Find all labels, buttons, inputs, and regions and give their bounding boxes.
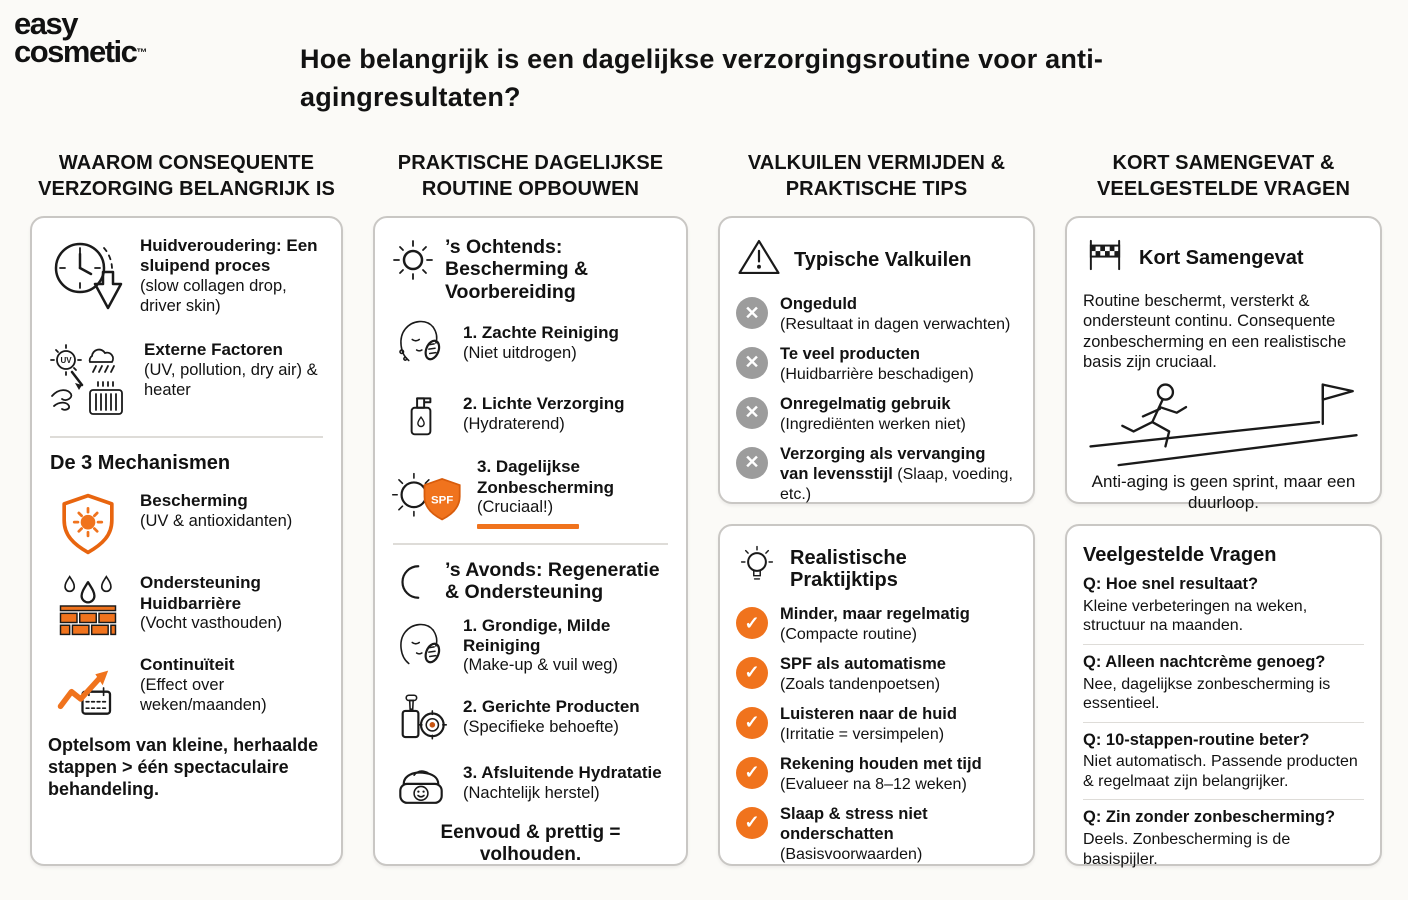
tip-item-3 (736, 705, 1017, 744)
column-summary-header: KORT SAMENGEVAT & VEELGESTELDE VRAGEN (1096, 152, 1351, 200)
tip-5-note: (Basisvoorwaarden) (780, 845, 923, 863)
barrier-note: (Vocht vasthouden) (140, 614, 283, 633)
column-routine (373, 150, 688, 866)
evening-step-1-title: 1. Grondige, Milde Reiniging (463, 615, 611, 656)
morning-step-3-title: 3. Dagelijkse Zonbescherming (477, 457, 614, 497)
spf-shield-icon (391, 461, 465, 525)
pitfall-3-note: (Ingrediënten werken niet) (780, 415, 966, 433)
faq-1-question: Q: Hoe snel resultaat? (1083, 575, 1259, 593)
morning-step-3-note: (Cruciaal!) (477, 498, 554, 517)
pitfall-item-1 (736, 295, 1017, 334)
svg-text:UV: UV (60, 356, 72, 366)
trademark-symbol: ™ (136, 46, 148, 59)
logo-word-bottom: cosmetic™ (14, 33, 148, 69)
mechanisms-heading: De 3 Mechanismen (50, 452, 231, 475)
pitfall-1-note: (Resultaat in dagen verwachten) (780, 315, 1011, 333)
tip-4-title: Rekening houden met tijd (780, 754, 982, 773)
tips-card (718, 524, 1035, 866)
moon-icon (391, 559, 435, 603)
serum-target-icon (391, 690, 451, 744)
why-card-footer: Optelsom van kleine, herhaalde stappen > één spectaculaire behandeling. (48, 735, 319, 800)
cross-icon: ✕ (736, 397, 768, 429)
warning-triangle-icon (736, 236, 782, 283)
check-icon: ✓ (736, 607, 768, 639)
faq-1-answer: Kleine verbeteringen na weken, structuur na maanden. (1083, 597, 1308, 635)
routine-card-footer: Eenvoud & prettig = volhouden. (440, 822, 621, 866)
faq-divider (1083, 644, 1364, 645)
evening-step-1-note: (Make-up & vuil weg) (463, 656, 618, 675)
continuity-mechanism (48, 655, 325, 721)
summary-caption: Anti-aging is geen sprint, maar een duurloop. (1091, 471, 1356, 513)
summary-title-row (1083, 236, 1364, 279)
logo-word-top: easy (14, 6, 77, 41)
evening-step-2-note: (Specifieke behoefte) (463, 717, 619, 736)
external-factors-title: Externe Factoren (144, 340, 283, 360)
continuity-title: Continuïteit (140, 655, 235, 675)
tip-item-4 (736, 755, 1017, 794)
column-why-header: WAAROM CONSEQUENTE VERZORGING BELANGRIJK IS (38, 152, 335, 200)
morning-step-2 (391, 385, 670, 443)
lightbulb-icon (736, 544, 778, 593)
summary-title: Kort Samengevat (1139, 246, 1304, 269)
easycosmetic-logo (14, 6, 148, 69)
barrier-mechanism (48, 573, 325, 639)
external-factors-note: (UV, pollution, dry air) & heater (144, 360, 318, 399)
check-icon: ✓ (736, 757, 768, 789)
morning-step-3 (391, 457, 670, 529)
column-why (30, 150, 343, 866)
pitfall-item-2 (736, 345, 1017, 384)
faq-3-question: Q: 10-stappen-routine beter? (1083, 730, 1310, 749)
summary-card (1065, 216, 1382, 513)
faq-item-4 (1083, 808, 1364, 869)
morning-step-2-note: (Hydraterend) (463, 414, 565, 433)
evening-step-1 (391, 616, 670, 677)
pitfall-item-3 (736, 395, 1017, 434)
faq-4-answer: Deels. Zonbescherming is de basispijler. (1083, 831, 1291, 868)
faq-2-answer: Nee, dagelijkse zonbescherming is essentieel. (1083, 675, 1331, 713)
routine-card (373, 216, 688, 866)
faq-item-1 (1083, 575, 1364, 636)
morning-step-1 (391, 315, 670, 371)
tips-title: Realistische Praktijktips (790, 546, 907, 591)
faq-card (1065, 524, 1382, 866)
tip-2-note: (Zoals tandenpoetsen) (780, 675, 941, 693)
why-card (30, 216, 343, 866)
evening-step-3 (391, 758, 670, 808)
evening-section-header (391, 559, 670, 604)
morning-section-header (391, 236, 670, 303)
columns-grid (30, 150, 1382, 866)
protection-mechanism (48, 491, 325, 557)
cream-jar-icon (391, 758, 451, 808)
cross-icon: ✕ (736, 347, 768, 379)
tips-title-row (736, 544, 1017, 593)
tip-1-note: (Compacte routine) (780, 625, 917, 643)
pitfall-1-title: Ongeduld (780, 295, 857, 313)
growth-calendar-icon (48, 655, 128, 721)
skin-barrier-icon (48, 573, 128, 639)
barrier-title: Ondersteuning Huidbarrière (140, 573, 261, 613)
face-cleansing-icon (391, 618, 451, 674)
runner-marathon-illustration (1083, 377, 1364, 469)
pitfall-item-4 (736, 445, 1017, 504)
external-factors-icon (48, 340, 132, 420)
faq-item-3 (1083, 731, 1364, 792)
tip-1-title: Minder, maar regelmatig (780, 605, 970, 623)
sun-icon (391, 236, 435, 282)
skin-aging-title: Huidveroudering: Een sluipend proces (140, 236, 318, 276)
column-pitfalls-header: VALKUILEN VERMIJDEN & PRAKTISCHE TIPS (747, 152, 1006, 200)
page-title: Hoe belangrijk is een dagelijkse verzorgingsroutine voor anti-agingresultaten? (300, 44, 1104, 113)
check-icon: ✓ (736, 807, 768, 839)
column-routine-header: PRAKTISCHE DAGELIJKSE ROUTINE OPBOUWEN (397, 152, 664, 200)
protection-note: (UV & antioxidanten) (140, 511, 293, 530)
evening-step-3-title: 3. Afsluitende Hydratatie (463, 763, 662, 783)
clock-decline-icon (48, 236, 128, 314)
card-divider (50, 436, 323, 438)
pump-bottle-icon (391, 385, 451, 443)
tip-4-note: (Evalueer na 8–12 weken) (780, 775, 967, 793)
shield-sun-icon (48, 491, 128, 557)
external-factors-item (48, 340, 325, 420)
tip-item-1 (736, 605, 1017, 644)
summary-text: Routine beschermt, versterkt & ondersteunt continu. Consequente zonbescherming en een realistische basis zijn cruciaal. (1083, 292, 1347, 372)
faq-2-question: Q: Alleen nachtcrème genoeg? (1083, 652, 1326, 671)
evening-step-3-note: (Nachtelijk herstel) (463, 783, 600, 802)
tip-3-note: (Irritatie = versimpelen) (780, 725, 945, 743)
faq-4-question: Q: Zin zonder zonbescherming? (1083, 808, 1336, 827)
evening-title: ’s Avonds: Regeneratie & Ondersteuning (445, 558, 660, 604)
morning-step-2-title: 2. Lichte Verzorging (463, 394, 625, 414)
card-divider (393, 543, 668, 545)
morning-step-1-note: (Niet uitdrogen) (463, 343, 577, 362)
pitfall-4-note: (Slaap, voeding, etc.) (780, 465, 1013, 503)
pitfalls-card (718, 216, 1035, 504)
pitfall-2-title: Te veel producten (780, 344, 920, 363)
svg-text:SPF: SPF (430, 494, 454, 507)
faq-divider (1083, 722, 1364, 723)
column-pitfalls (718, 150, 1035, 866)
tip-3-title: Luisteren naar de huid (780, 704, 957, 723)
cross-icon: ✕ (736, 447, 768, 479)
tip-2-title: SPF als automatisme (780, 654, 946, 673)
pitfalls-title-row (736, 236, 1017, 283)
morning-step-1-title: 1. Zachte Reiniging (463, 323, 619, 343)
morning-title: ’s Ochtends: Bescherming & Voorbereiding (445, 236, 589, 303)
crucial-underline (477, 524, 579, 529)
faq-divider (1083, 799, 1364, 800)
check-icon: ✓ (736, 657, 768, 689)
skin-aging-item (48, 236, 325, 316)
tip-item-2 (736, 655, 1017, 694)
tip-5-title: Slaap & stress niet onderschatten (780, 804, 928, 843)
pitfalls-title: Typische Valkuilen (794, 248, 972, 271)
column-summary-faq (1065, 150, 1382, 866)
faq-3-answer: Niet automatisch. Passende producten & regelmaat zijn belangrijker. (1083, 753, 1358, 790)
evening-step-2 (391, 690, 670, 744)
cross-icon: ✕ (736, 297, 768, 329)
pitfall-2-note: (Huidbarrière beschadigen) (780, 365, 974, 383)
faq-item-2 (1083, 653, 1364, 714)
faq-title: Veelgestelde Vragen (1083, 544, 1277, 566)
skin-aging-note: (slow collagen drop, driver skin) (140, 276, 287, 315)
pitfall-4-title: Verzorging als vervanging van levensstijl (780, 444, 986, 483)
check-icon: ✓ (736, 707, 768, 739)
face-cleansing-icon (391, 315, 451, 371)
evening-step-2-title: 2. Gerichte Producten (463, 697, 640, 717)
continuity-note: (Effect over weken/maanden) (140, 675, 267, 714)
protection-title: Bescherming (140, 491, 248, 511)
finish-line-icon (1083, 236, 1127, 279)
tip-item-5 (736, 805, 1017, 864)
pitfall-3-title: Onregelmatig gebruik (780, 394, 951, 413)
